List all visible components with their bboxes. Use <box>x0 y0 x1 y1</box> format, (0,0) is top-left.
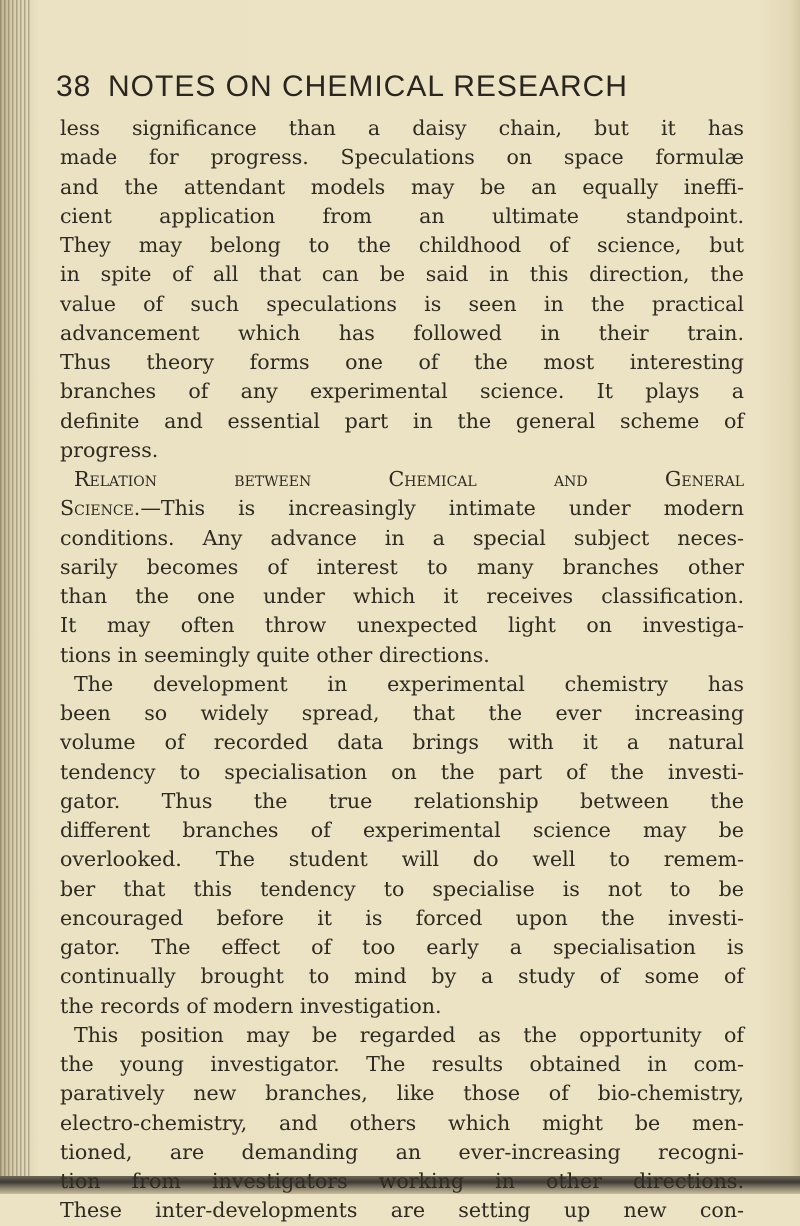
text-line: electro-chemistry, and others which might be men- <box>60 1110 744 1135</box>
text-line: tions in seemingly quite other directions. <box>60 642 490 667</box>
text-line: advancement which has followed in their train. <box>60 320 744 345</box>
text-line: made for progress. Speculations on space formulæ <box>60 145 744 170</box>
text-line: sarily becomes of interest to many branches other <box>60 554 744 579</box>
text-line: the records of modern investigation. <box>60 993 442 1018</box>
section-heading: Relation between Chemical and General <box>74 467 744 491</box>
running-header <box>56 62 746 112</box>
text-line: The development in experimental chemistry has <box>74 671 744 696</box>
text-line: value of such speculations is seen in the practical <box>60 291 744 316</box>
text-line: These inter-developments are setting up new con- <box>60 1198 744 1223</box>
text-line: definite and essential part in the general scheme of <box>60 408 744 433</box>
text-line: different branches of experimental science may be <box>60 818 744 842</box>
text-line-with-heading <box>60 494 744 523</box>
text-line: overlooked. The student will do well to remem- <box>60 847 744 872</box>
body-text <box>60 114 744 1226</box>
binding-edge <box>0 0 30 1194</box>
page-number: 38 <box>56 70 92 103</box>
text-line: encouraged before it is forced upon the investi- <box>60 905 744 930</box>
text-line: in spite of all that can be said in this direction, the <box>60 262 744 287</box>
text-line: branches of any experimental science. It plays a <box>60 379 744 404</box>
text-line: ber that this tendency to specialise is not to be <box>60 876 744 901</box>
text-line: They may belong to the childhood of science, but <box>60 233 744 257</box>
text-line: continually brought to mind by a study of some of <box>60 964 744 989</box>
text-line: gator. Thus the true relationship between the <box>60 788 744 813</box>
text-line: been so widely spread, that the ever increasing <box>60 701 744 725</box>
text-line: tioned, are demanding an ever-increasing recogni- <box>60 1139 744 1164</box>
text-line: progress. <box>60 437 159 462</box>
running-title: NOTES ON CHEMICAL RESEARCH <box>108 70 628 103</box>
text-line: cient application from an ultimate standpoint. <box>60 203 744 228</box>
text-line: paratively new branches, like those of bio-chemistry, <box>60 1081 744 1106</box>
text-line: tendency to specialisation on the part of the investi- <box>60 759 744 784</box>
text-line: tion from investigators working in other directions. <box>60 1169 744 1193</box>
text-line: less significance than a daisy chain, but it has <box>60 116 744 140</box>
text-line: gator. The effect of too early a specialisation is <box>60 935 744 959</box>
text-line: This position may be regarded as the opportunity of <box>74 1022 744 1047</box>
text-line: conditions. Any advance in a special subject neces- <box>60 525 744 550</box>
text-line: than the one under which it receives classification. <box>60 584 744 608</box>
text-line: the young investigator. The results obtained in com- <box>60 1052 744 1076</box>
text-line-rest: —This is increasingly intimate under modern <box>140 496 744 521</box>
section-heading-word: Science. <box>60 496 141 521</box>
text-line: Thus theory forms one of the most interesting <box>60 350 744 374</box>
text-line: It may often throw unexpected light on investiga- <box>60 613 744 638</box>
text-line: and the attendant models may be an equally ineffi- <box>60 174 744 199</box>
text-line: volume of recorded data brings with it a natural <box>60 730 744 755</box>
